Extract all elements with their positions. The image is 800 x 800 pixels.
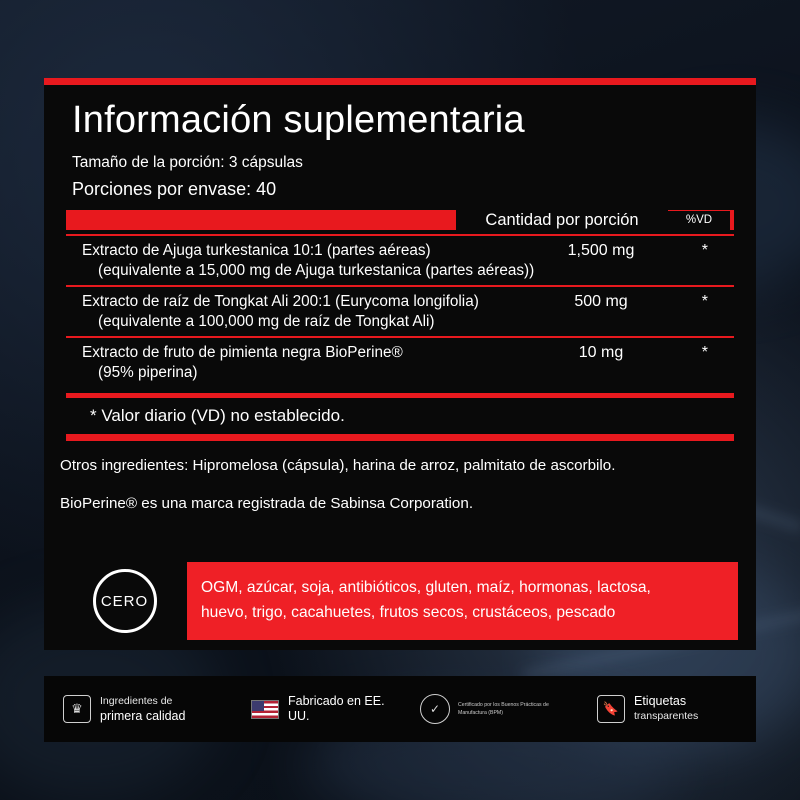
badge-text	[634, 694, 698, 724]
table-bottom-rule	[66, 393, 734, 398]
badge-line-2: primera calidad	[100, 709, 186, 723]
trademark-note-text: BioPerine® es una marca registrada de Sabinsa Corporation.	[60, 495, 474, 512]
crown-icon-glyph: ♛	[63, 695, 91, 723]
ingredient-daily-value: *	[701, 344, 708, 361]
cero-circle-icon: CERO	[93, 569, 157, 633]
crown-icon	[62, 694, 92, 724]
badge-line-2: transparentes	[634, 710, 699, 722]
ingredient-amount: 500 mg	[574, 293, 628, 310]
supplement-facts-table	[66, 208, 734, 441]
ingredient-name-sub: (95% piperina)	[98, 364, 198, 381]
table-row	[66, 338, 734, 387]
trust-badges-bar	[44, 676, 756, 742]
badge-text	[100, 694, 185, 724]
ingredient-daily-value: *	[701, 242, 708, 259]
us-flag-icon	[250, 694, 280, 724]
table-closing-rule	[66, 434, 734, 441]
badge-text	[288, 694, 385, 724]
free-from-badge	[62, 562, 187, 640]
servings-per-container-text: Porciones por envase: 40	[72, 179, 277, 199]
label-tag-icon	[596, 694, 626, 724]
free-from-line-1: OGM, azúcar, soja, antibióticos, gluten, maíz, hormonas, lactosa,	[201, 579, 651, 596]
certificate-seal-icon	[420, 694, 450, 724]
ingredient-name-main: Extracto de fruto de pimienta negra BioPerine®	[82, 344, 403, 361]
free-from-list	[187, 562, 738, 640]
other-ingredients-text: Otros ingredientes: Hipromelosa (cápsula), harina de arroz, palmitato de ascorbilo.	[60, 457, 616, 474]
badge-premium-ingredients	[44, 694, 232, 724]
badge-line-1: Ingredientes de	[100, 695, 173, 707]
daily-value-footnote: * Valor diario (VD) no establecido.	[90, 406, 345, 425]
page-title: Información suplementaria	[72, 99, 525, 141]
certificate-seal-icon-glyph: ✓	[420, 694, 450, 724]
ingredient-amount: 10 mg	[578, 344, 624, 361]
ingredient-daily-value: *	[701, 293, 708, 310]
badge-transparent-labels	[578, 694, 756, 724]
ingredient-name	[66, 343, 602, 383]
ingredient-name	[66, 292, 602, 332]
column-header-daily-value: %VD	[668, 211, 730, 230]
badge-line-1: Fabricado en EE.	[288, 694, 385, 708]
column-header-amount: Cantidad por porción	[456, 208, 668, 232]
ingredient-name-sub: (equivalente a 15,000 mg de Ajuga turkestanica (partes aéreas))	[98, 262, 535, 279]
ingredient-name	[66, 241, 602, 281]
ingredient-name-main: Extracto de raíz de Tongkat Ali 200:1 (Eurycoma longifolia)	[82, 293, 479, 310]
badge-made-in-usa	[232, 694, 402, 724]
badge-line-1: Etiquetas	[634, 694, 687, 708]
free-from-banner	[62, 562, 738, 640]
flag-canton	[252, 701, 264, 711]
ingredient-name-main: Extracto de Ajuga turkestanica 10:1 (partes aéreas)	[82, 242, 431, 259]
table-row	[66, 236, 734, 285]
badge-gmp-certified	[402, 694, 578, 724]
ingredient-name-sub: (equivalente a 100,000 mg de raíz de Tongkat Ali)	[98, 313, 435, 330]
table-row	[66, 287, 734, 336]
us-flag-icon-glyph	[251, 700, 279, 719]
badge-line-2: UU.	[288, 709, 310, 723]
free-from-line-2: huevo, trigo, cacahuetes, frutos secos, crustáceos, pescado	[201, 604, 616, 621]
serving-size-text: Tamaño de la porción: 3 cápsulas	[72, 154, 303, 171]
label-tag-icon-glyph: 🔖	[597, 695, 625, 723]
panel-top-rule	[44, 78, 756, 85]
table-header-row	[66, 208, 734, 234]
badge-line-1: Certificado por los Buenos Prácticas de Manufactura (BPM)	[458, 702, 549, 716]
ingredient-amount: 1,500 mg	[567, 242, 635, 259]
